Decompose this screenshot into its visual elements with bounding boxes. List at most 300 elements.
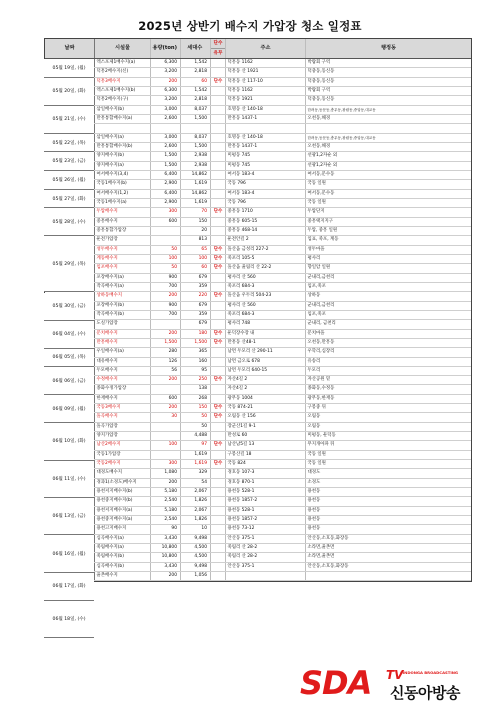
capacity: 126 — [151, 358, 181, 366]
capacity: 1,080 — [151, 469, 181, 477]
outage-flag — [211, 199, 226, 207]
admin-district: 안산동,소호동,화장동 — [307, 535, 349, 541]
admin-district: 용천동 — [307, 507, 321, 513]
outage-flag — [211, 358, 226, 366]
admin-district: 여서동,문수동 — [307, 171, 335, 177]
header-outage-bottom: 유무 — [213, 51, 223, 56]
outage-flag — [211, 283, 226, 291]
households: 2,938 — [181, 162, 211, 170]
address: 남면 금오로 678 — [226, 358, 306, 366]
logo-subtitle: SINDONGA BROADCASTING — [400, 670, 459, 675]
outage-flag: 단수 — [211, 376, 226, 384]
date-cell: 06월 04일, (수) — [44, 321, 94, 349]
capacity: 56 — [151, 367, 181, 375]
households — [181, 124, 211, 132]
admin-district: 오천동,해경 — [307, 115, 331, 121]
households: 54 — [181, 479, 211, 487]
outage-flag: 단수 — [211, 292, 226, 300]
address: 중흥동 605-15 — [226, 218, 306, 226]
table-row — [45, 516, 471, 525]
outage-flag — [211, 320, 226, 328]
outage-flag — [211, 302, 226, 310]
outage-flag — [211, 348, 226, 356]
address: 오림동 산 156 — [226, 413, 306, 421]
admin-district: 오림동 — [307, 414, 321, 420]
date-cell: 05월 29일, (목) — [44, 236, 94, 292]
date-cell: 05월 20일, (화) — [44, 78, 94, 106]
admin-district: 군내리,금천리 — [307, 274, 335, 280]
header-outage-top: 단수 — [211, 39, 225, 49]
facility-name: 남산2배수지 — [95, 441, 151, 449]
date-cell: 05월 19일, (월) — [44, 59, 94, 78]
facility-name: 양지가압장 — [95, 432, 151, 440]
address: 미평동 745 — [226, 162, 306, 170]
facility-name: 심곡배수지(b) — [95, 563, 151, 571]
table-row — [45, 563, 471, 572]
capacity — [151, 227, 181, 235]
facility-name: 중흥배수지 — [95, 218, 151, 226]
address: 안산동 375-1 — [226, 535, 306, 543]
facility-name: 심곡배수지(a) — [95, 535, 151, 543]
address: 남면 두모리 산 290-11 — [226, 348, 306, 356]
admin-district: 국동 일원 — [307, 199, 326, 205]
outage-flag: 단수 — [211, 460, 226, 468]
admin-district: 한려동,동문동,충무동,광림동,중앙동,대교동 — [307, 135, 376, 140]
households: 60 — [181, 264, 211, 272]
table-row — [45, 553, 471, 562]
admin-district: 용천동 — [307, 489, 321, 495]
address: 만흥동 1437-1 — [226, 143, 306, 151]
table-row — [45, 106, 471, 115]
outage-flag — [211, 395, 226, 403]
households: 679 — [181, 302, 211, 310]
capacity: 3,000 — [151, 134, 181, 142]
table-row — [45, 255, 471, 264]
outage-flag — [211, 68, 226, 76]
date-cell: 06월 10일, (화) — [44, 423, 94, 460]
households: 2,067 — [181, 488, 211, 496]
admin-district: 두압, 중흥 일원 — [307, 227, 338, 233]
address: 자산4길 2 — [226, 376, 306, 384]
capacity: 3,200 — [151, 96, 181, 104]
facility-name: 여서배수지(3,4) — [95, 171, 151, 179]
outage-flag: 단수 — [211, 208, 226, 216]
facility-name: 상하동배수지 — [95, 292, 151, 300]
facility-name: 돌곡배수지 — [95, 413, 151, 421]
table-row — [45, 274, 471, 283]
address: 평사리 산 560 — [226, 302, 306, 310]
facility-name: 우일배수지(a) — [95, 348, 151, 356]
facility-name: 삼일배수지(b) — [95, 106, 151, 114]
admin-district: 박람회 구역 — [307, 87, 331, 93]
outage-flag — [211, 516, 226, 524]
table-row — [45, 320, 471, 329]
address: 경호동 870-1 — [226, 479, 306, 487]
facility-name: 수정배수지 — [95, 376, 151, 384]
schedule-table — [44, 38, 472, 582]
admin-district: 구봉중 뒤 — [307, 405, 326, 411]
admin-district: 중흥택지지구 — [307, 218, 333, 224]
date-cell: 06월 17일, (화) — [44, 573, 94, 601]
address: 호명동 산 140-18 — [226, 106, 306, 114]
capacity — [151, 451, 181, 459]
households: 60 — [181, 78, 211, 86]
outage-flag — [211, 106, 226, 114]
table-row — [45, 124, 471, 133]
outage-flag — [211, 96, 226, 104]
date-cell: 05월 21일, (수) — [44, 106, 94, 134]
admin-district: 덕충동,동신동 — [307, 78, 335, 84]
households: 2,818 — [181, 96, 211, 104]
capacity: 280 — [151, 348, 181, 356]
capacity: 30 — [151, 413, 181, 421]
capacity: 1,500 — [151, 152, 181, 160]
date-cell: 06월 13일, (금) — [44, 498, 94, 535]
address: 중흥동 1710 — [226, 208, 306, 216]
households: 1,619 — [181, 199, 211, 207]
header-capacity: 용량(ton) — [151, 39, 181, 58]
address: 평사리 산 560 — [226, 274, 306, 282]
households: 329 — [181, 469, 211, 477]
table-row — [45, 507, 471, 516]
table-row — [45, 96, 471, 105]
facility-name: 덕흥2배수지(구) — [95, 96, 151, 104]
admin-district: 군내리, 금천리 — [307, 321, 336, 327]
admin-district: 안산동,소호동,화장동 — [307, 563, 349, 569]
facility-name: 국동1배수지(a) — [95, 199, 151, 207]
facility-name: 종화수정가압장 — [95, 385, 151, 393]
facility-name: 문치배수지 — [95, 330, 151, 338]
facility-name: 죽림배수지(a) — [95, 544, 151, 552]
address: 남산남5길 13 — [226, 441, 306, 449]
facility-name: 용천저지배수지(a) — [95, 507, 151, 515]
table-row — [45, 227, 471, 236]
outage-flag — [211, 162, 226, 170]
admin-district: 문치마을 — [307, 330, 325, 336]
table-row — [45, 544, 471, 553]
address: 안산동 375-1 — [226, 563, 306, 571]
outage-flag — [211, 367, 226, 375]
table-row — [45, 525, 471, 534]
table-row — [45, 152, 471, 161]
address: 경호동 107-3 — [226, 469, 306, 477]
admin-district: 미평동, 둔덕동 — [307, 433, 336, 439]
outage-flag — [211, 488, 226, 496]
households: 4,488 — [181, 432, 211, 440]
households: 150 — [181, 404, 211, 412]
households: 50 — [181, 413, 211, 421]
outage-flag — [211, 479, 226, 487]
address: 용천동 1857-2 — [226, 516, 306, 524]
capacity: 200 — [151, 330, 181, 338]
address: 둔덕장수장 내 — [226, 330, 306, 338]
households: 1,500 — [181, 339, 211, 347]
outage-flag: 단수 — [211, 330, 226, 338]
outage-flag — [211, 535, 226, 543]
outage-flag — [211, 525, 226, 533]
address: 여서동 183-4 — [226, 171, 306, 179]
households: 365 — [181, 348, 211, 356]
table-row — [45, 115, 471, 124]
households: 160 — [181, 358, 211, 366]
table-row — [45, 134, 471, 143]
logo-tv: TV — [386, 668, 404, 682]
date-cell: 06월 16일, (월) — [44, 535, 94, 572]
facility-name: 돌곡가압장 — [95, 423, 151, 431]
households: 4,500 — [181, 553, 211, 561]
households: 10 — [181, 525, 211, 533]
capacity: 5,180 — [151, 507, 181, 515]
table-row — [45, 246, 471, 255]
capacity: 200 — [151, 404, 181, 412]
address: 용천동 73-12 — [226, 525, 306, 533]
address: 죽림리 산 28-2 — [226, 553, 306, 561]
facility-name: 용천저지배수지(b) — [95, 488, 151, 496]
facility-name: 율촌배수지 — [95, 572, 151, 580]
facility-name: 대경도배수지 — [95, 469, 151, 477]
facility-name: 만흥배수지 — [95, 339, 151, 347]
address — [226, 124, 306, 132]
table-row — [45, 395, 471, 404]
households: 2,938 — [181, 152, 211, 160]
table-row — [45, 311, 471, 320]
table-row — [45, 348, 471, 357]
households: 268 — [181, 395, 211, 403]
capacity: 1,500 — [151, 162, 181, 170]
outage-flag — [211, 59, 226, 67]
header-date: 날짜 — [45, 39, 95, 58]
outage-flag: 단수 — [211, 339, 226, 347]
table-row — [45, 180, 471, 189]
admin-district: 선광1,2자순 외 — [307, 162, 338, 168]
facility-name: 엑스포제1배수지(a) — [95, 59, 151, 67]
table-row — [45, 162, 471, 171]
households: 359 — [181, 311, 211, 319]
facility-name: 용천고지배수지 — [95, 525, 151, 533]
outage-flag — [211, 423, 226, 431]
admin-district: 소라면,율촌면 — [307, 545, 335, 551]
address: 미평동 745 — [226, 152, 306, 160]
facility-name: 임포배수지 — [95, 264, 151, 272]
outage-flag: 단수 — [211, 78, 226, 86]
facility-name: 국동2배수지 — [95, 460, 151, 468]
outage-flag — [211, 572, 226, 580]
households: 150 — [181, 218, 211, 226]
table-row — [45, 87, 471, 96]
facility-name: 용천중지배수지(b) — [95, 497, 151, 505]
outage-flag: 단수 — [211, 264, 226, 272]
admin-district: 유송리 — [307, 358, 321, 364]
admin-district: 용천동 — [307, 526, 321, 532]
admin-district: 평사리 — [307, 255, 321, 261]
facility-name: 대유배수지 — [95, 358, 151, 366]
admin-district: 종화동,수정동 — [307, 386, 335, 392]
table-row — [45, 497, 471, 506]
capacity: 200 — [151, 292, 181, 300]
admin-district: 군내리,금천리 — [307, 302, 335, 308]
logo — [300, 664, 496, 704]
date-cell: 05월 22일, (목) — [44, 134, 94, 153]
facility-name: 덕흥3배수지 — [95, 78, 151, 86]
admin-district: 덕충동,동신동 — [307, 69, 335, 75]
households: 1,542 — [181, 59, 211, 67]
households: 359 — [181, 283, 211, 291]
address: 광무동 1004 — [226, 395, 306, 403]
outage-flag — [211, 544, 226, 552]
outage-flag — [211, 236, 226, 244]
capacity: 600 — [151, 395, 181, 403]
households: 95 — [181, 367, 211, 375]
households: 8,037 — [181, 106, 211, 114]
facility-name: 국동3배수지 — [95, 404, 151, 412]
address: 죽포리 105-5 — [226, 255, 306, 263]
outage-flag — [211, 507, 226, 515]
address: 죽포리 684-3 — [226, 311, 306, 319]
facility-name — [95, 124, 151, 132]
households: 100 — [181, 255, 211, 263]
address: 만흥동 1437-1 — [226, 115, 306, 123]
capacity: 10,800 — [151, 553, 181, 561]
table-row — [45, 59, 471, 68]
outage-flag — [211, 115, 226, 123]
outage-flag: 단수 — [211, 246, 226, 254]
table-row — [45, 451, 471, 460]
households: 50 — [181, 423, 211, 431]
capacity — [151, 124, 181, 132]
table-row — [45, 367, 471, 376]
address: 여서동 183-4 — [226, 190, 306, 198]
capacity — [151, 432, 181, 440]
table-row — [45, 404, 471, 413]
date-cell: 05월 30일, (금) — [44, 293, 94, 321]
outage-flag: 단수 — [211, 441, 226, 449]
households: 1,826 — [181, 516, 211, 524]
outage-flag — [211, 469, 226, 477]
header-name: 시설물 — [95, 39, 151, 58]
households: 70 — [181, 208, 211, 216]
table-row — [45, 190, 471, 199]
households: 9,498 — [181, 563, 211, 571]
table-body — [45, 59, 471, 581]
outage-flag — [211, 190, 226, 198]
capacity: 900 — [151, 274, 181, 282]
logo-korean: 신동아방송 — [390, 684, 460, 702]
admin-district: 용천동 — [307, 517, 321, 523]
facility-name: 만흥통합배수지(b) — [95, 143, 151, 151]
table-row — [45, 199, 471, 208]
admin-district: 임포,죽포 — [307, 283, 326, 289]
capacity: 5,180 — [151, 488, 181, 496]
outage-flag — [211, 87, 226, 95]
outage-flag — [211, 124, 226, 132]
households: 8,037 — [181, 134, 211, 142]
facility-name: 양지배수지(a) — [95, 162, 151, 170]
capacity: 200 — [151, 572, 181, 580]
table-row — [45, 68, 471, 77]
capacity: 700 — [151, 283, 181, 291]
capacity: 300 — [151, 208, 181, 216]
capacity: 50 — [151, 264, 181, 272]
admin-district — [306, 124, 471, 132]
facility-name: 죽림배수지(b) — [95, 553, 151, 561]
header-outage — [211, 39, 226, 58]
outage-flag: 단수 — [211, 413, 226, 421]
capacity: 2,600 — [151, 143, 181, 151]
table-row — [45, 413, 471, 422]
households: 1,826 — [181, 497, 211, 505]
admin-district: 입표, 죽포, 계동 — [307, 237, 339, 243]
outage-flag — [211, 497, 226, 505]
facility-name: 경과1(소경도)배수지 — [95, 479, 151, 487]
facility-name: 한재배수지 — [95, 395, 151, 403]
admin-district: 향일암 일원 — [307, 265, 331, 271]
table-row — [45, 358, 471, 367]
facility-name: 양지배수지(b) — [95, 152, 151, 160]
facility-name: 성두배수지 — [95, 246, 151, 254]
capacity: 3,200 — [151, 68, 181, 76]
facility-name: 두압배수지 — [95, 208, 151, 216]
table-row — [45, 423, 471, 432]
header-households: 세대수 — [181, 39, 211, 58]
address: 자산4길 2 — [226, 385, 306, 393]
table-row — [45, 385, 471, 394]
capacity: 200 — [151, 479, 181, 487]
households: 679 — [181, 274, 211, 282]
households: 1,619 — [181, 451, 211, 459]
households: 180 — [181, 330, 211, 338]
admin-district: 대경도 — [307, 470, 321, 476]
admin-district: 국동 일원 — [307, 181, 326, 187]
households: 1,056 — [181, 572, 211, 580]
facility-name: 도실가압장 — [95, 320, 151, 328]
table-row — [45, 208, 471, 217]
address: 만흥동 산48-1 — [226, 339, 306, 347]
outage-flag — [211, 180, 226, 188]
outage-flag — [211, 134, 226, 142]
table-row — [45, 302, 471, 311]
capacity: 100 — [151, 255, 181, 263]
admin-district: 국동 일원 — [307, 461, 326, 467]
address: 둔전안길 2 — [226, 236, 306, 244]
capacity: 10,800 — [151, 544, 181, 552]
capacity — [151, 385, 181, 393]
admin-district: 광무동,한재동 — [307, 395, 335, 401]
address: 국동 874-21 — [226, 404, 306, 412]
households: 220 — [181, 292, 211, 300]
facility-name: 중흥통합가압장 — [95, 227, 151, 235]
date-cell: 05월 28일, (수) — [44, 208, 94, 236]
admin-district: 국동 일원 — [307, 451, 326, 457]
admin-district: 오천동,해경 — [307, 143, 331, 149]
facility-name: 둔전가압장 — [95, 236, 151, 244]
households: 2,818 — [181, 68, 211, 76]
address: 만성로 60 — [226, 432, 306, 440]
households: 4,500 — [181, 544, 211, 552]
table-row — [45, 441, 471, 450]
facility-name: 만흥통합배수지(a) — [95, 115, 151, 123]
facility-name: 용천중지배수지(a) — [95, 516, 151, 524]
table-row — [45, 236, 471, 245]
address: 죽포리 684-3 — [226, 283, 306, 291]
facility-name: 엑스포제1배수지(b) — [95, 87, 151, 95]
address: 용천동 528-1 — [226, 488, 306, 496]
capacity — [151, 236, 181, 244]
date-cell: 06월 18일, (수) — [44, 601, 94, 638]
date-cell: 06월 09일, (월) — [44, 395, 94, 423]
outage-flag: 단수 — [211, 255, 226, 263]
admin-district: 오림동 — [307, 423, 321, 429]
capacity: 3,430 — [151, 563, 181, 571]
